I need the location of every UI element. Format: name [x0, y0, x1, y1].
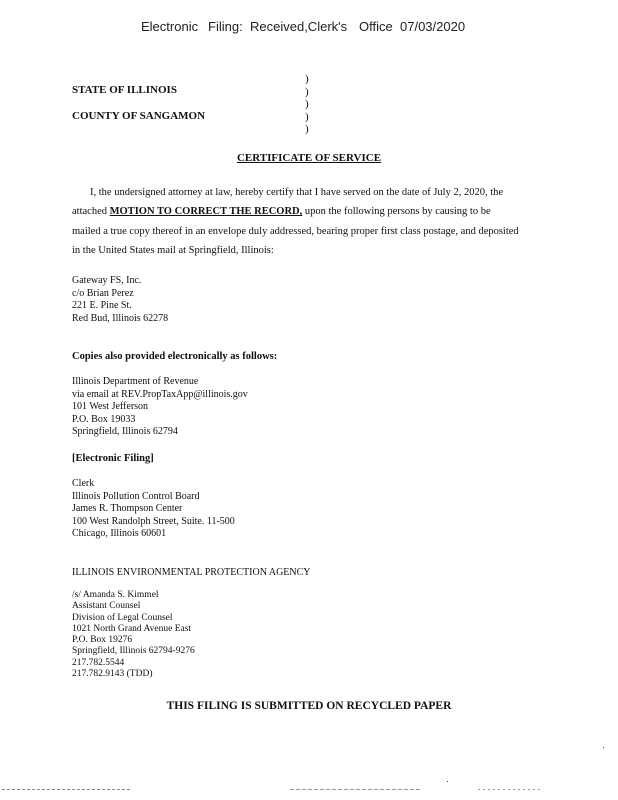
address-line: Springfield, Illinois 62794	[72, 426, 178, 438]
body-line-4: in the United States mail at Springfield, Illinois:	[72, 244, 274, 256]
header-office: Office	[359, 19, 393, 34]
paren: )	[305, 73, 309, 85]
body-line-1: I, the undersigned attorney at law, hereby certify that I have served on the date of July 2, 2020, the	[90, 187, 504, 198]
signature-line: 217.782.9143 (TDD)	[72, 669, 153, 680]
address-line: Chicago, Illinois 60601	[72, 528, 167, 540]
recycled-paper-footer: THIS FILING IS SUBMITTED ON RECYCLED PAPER	[166, 700, 452, 712]
agency-name: ILLINOIS ENVIRONMENTAL PROTECTION AGENCY	[72, 567, 311, 578]
document-title: CERTIFICATE OF SERVICE	[236, 152, 382, 164]
paren: )	[305, 123, 309, 135]
body-line-2-rest: upon the following persons by causing to be	[304, 206, 491, 218]
signature-block	[72, 590, 195, 680]
signature-line: 217.782.5544	[72, 657, 125, 668]
county-of-sangamon: COUNTY OF SANGAMON	[72, 110, 206, 122]
signature-line: 1021 North Grand Avenue East	[72, 623, 192, 634]
electronic-filing-label: [Electronic Filing]	[72, 453, 154, 464]
address-line: Illinois Department of Revenue	[72, 376, 199, 387]
scan-dot	[447, 781, 448, 782]
body-line-2	[72, 202, 519, 221]
motion-title: MOTION TO CORRECT THE RECORD,	[109, 206, 303, 218]
recipient-board	[72, 478, 235, 541]
state-of-illinois: STATE OF ILLINOIS	[72, 84, 177, 96]
address-line: 100 West Randolph Street, Suite. 11-500	[72, 515, 235, 527]
address-line: P.O. Box 19033	[72, 413, 136, 425]
header-filing: Filing:	[208, 19, 243, 34]
body-attached: attached	[72, 206, 107, 218]
scan-artifact-line	[0, 788, 618, 791]
signature-line: P.O. Box 19276	[72, 635, 133, 646]
copies-heading: Copies also provided electronically as follows:	[72, 351, 278, 362]
recipient-revenue	[72, 376, 248, 439]
address-line: Gateway FS, Inc.	[72, 275, 142, 286]
address-line: Illinois Pollution Control Board	[72, 490, 200, 502]
body-paragraph	[72, 183, 519, 260]
address-line: 221 E. Pine St.	[72, 300, 132, 312]
signature-line: /s/ Amanda S. Kimmel	[72, 590, 159, 600]
address-line: James R. Thompson Center	[72, 503, 183, 515]
address-line: c/o Brian Perez	[72, 287, 134, 299]
paren: )	[305, 98, 309, 110]
signature-line: Assistant Counsel	[72, 601, 141, 612]
header-received-clerk: Received,Clerk's	[250, 19, 348, 34]
paren: )	[305, 85, 309, 98]
address-line: 101 West Jefferson	[72, 401, 149, 413]
address-line: Clerk	[72, 478, 95, 489]
address-line: Red Bud, Illinois 62278	[72, 312, 169, 324]
email-line: via email at REV.PropTaxApp@illinois.gov	[72, 388, 248, 400]
header-electronic: Electronic	[141, 19, 199, 34]
signature-line: Division of Legal Counsel	[72, 612, 173, 623]
header-date: 07/03/2020	[400, 19, 466, 34]
recipient-gateway	[72, 275, 168, 325]
body-line-3: mailed a true copy thereof in an envelope duly addressed, bearing proper first class postage, and deposited	[72, 225, 519, 237]
caption-parens	[305, 73, 309, 136]
scan-dot	[603, 747, 604, 748]
signature-line: Springfield, Illinois 62794-9276	[72, 646, 195, 657]
paren: )	[305, 110, 309, 123]
